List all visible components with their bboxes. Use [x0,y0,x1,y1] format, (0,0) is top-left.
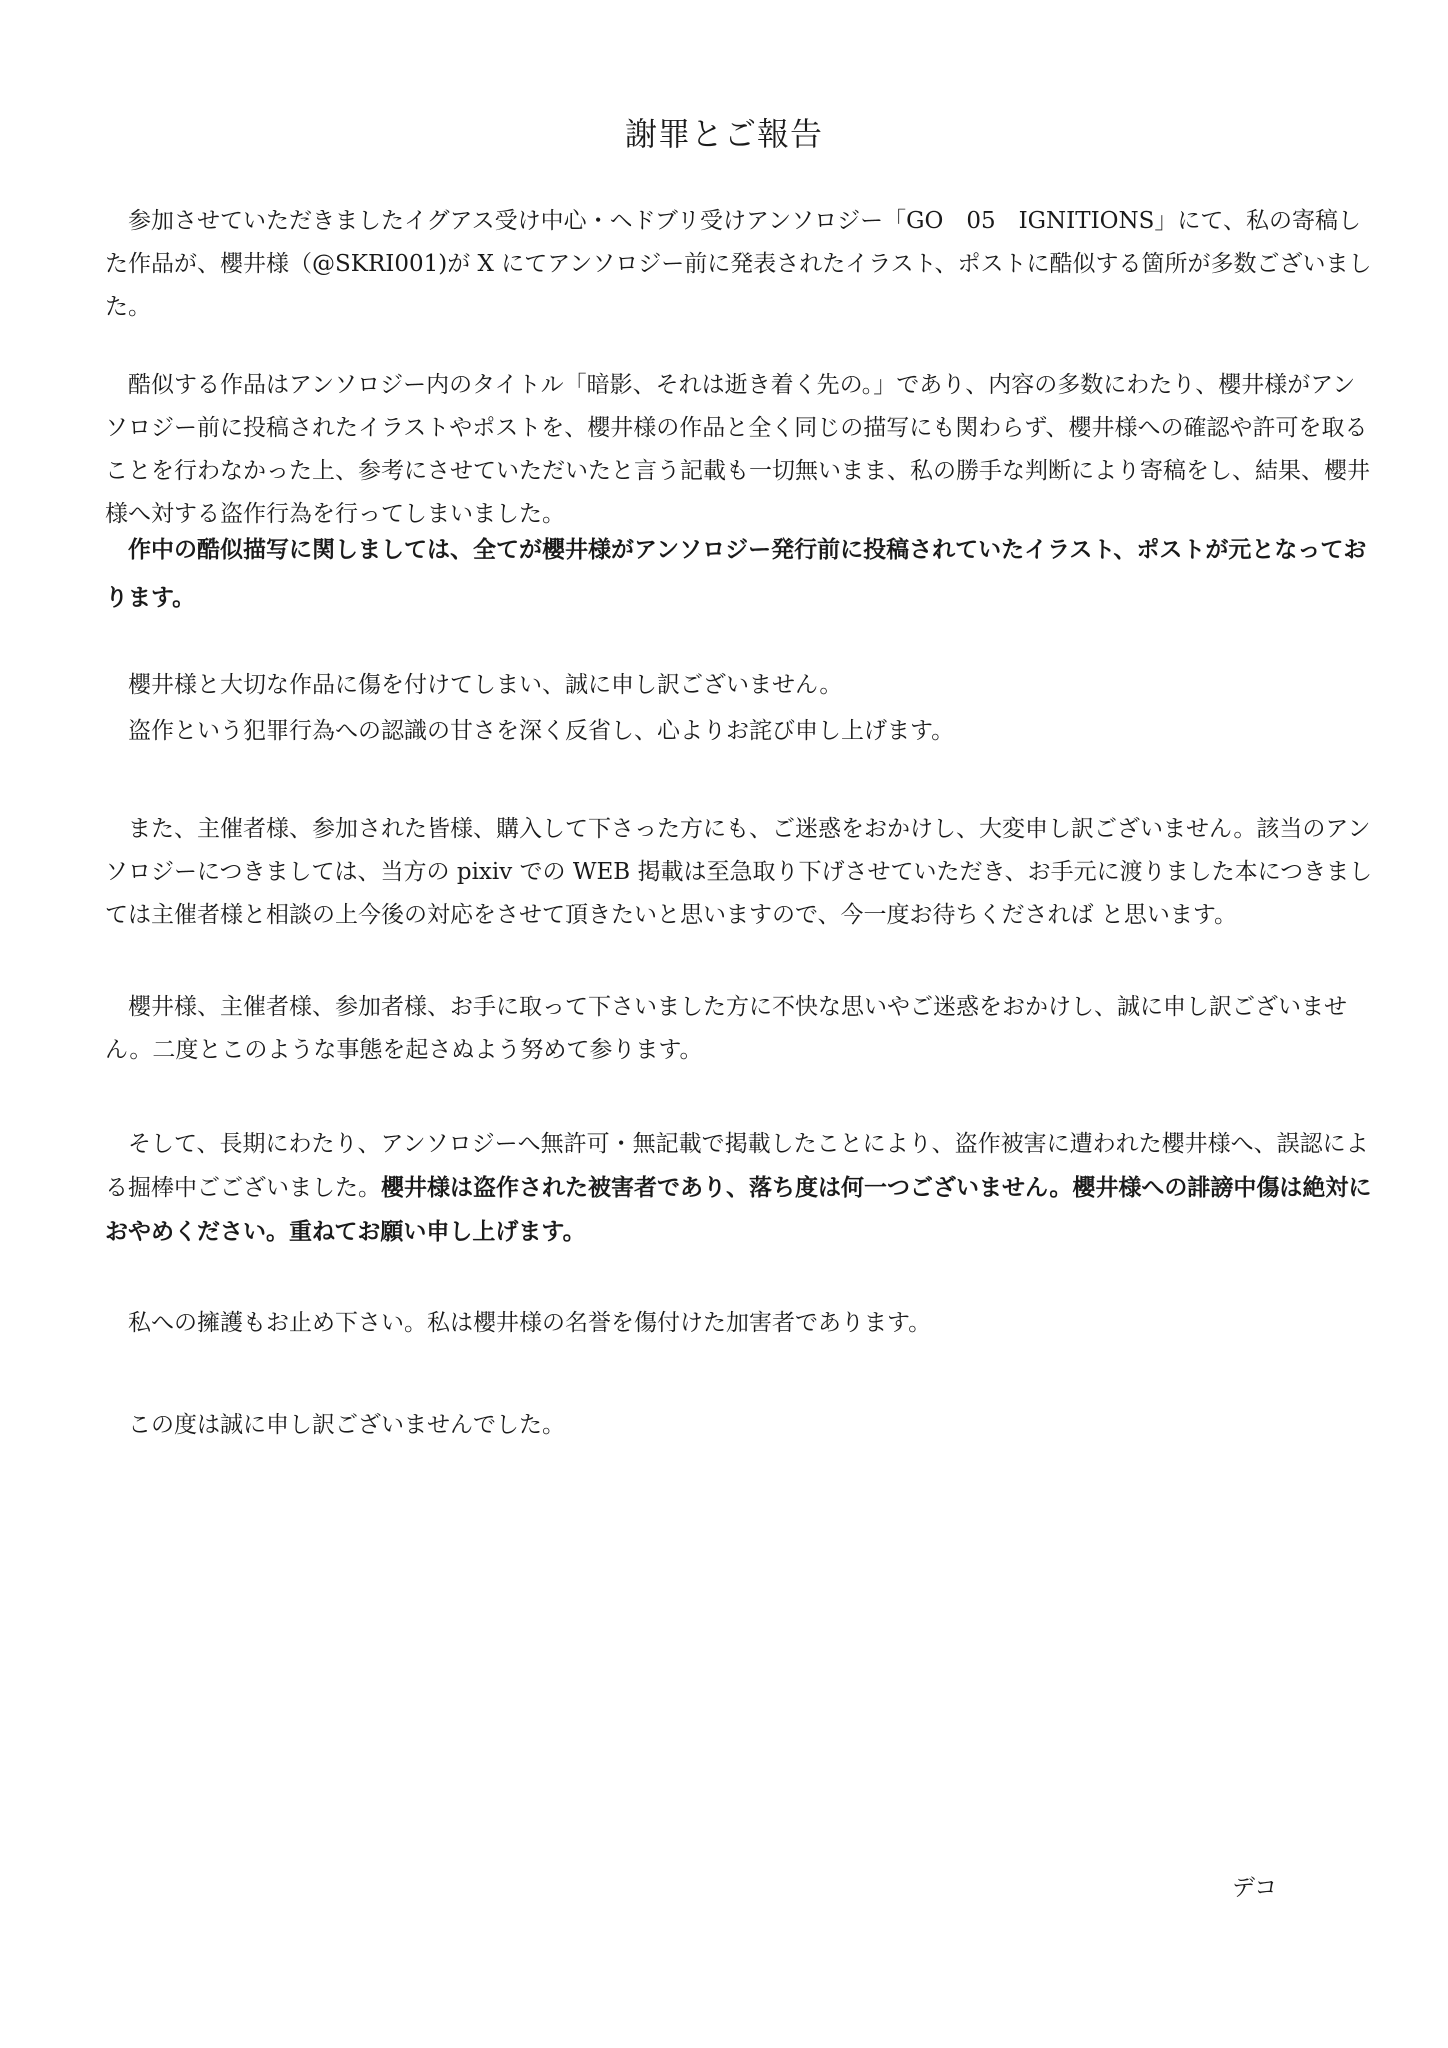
paragraph-organizer-apology: また、主催者様、参加された皆様、購入して下さった方にも、ご迷惑をおかけし、大変申し訳ございません。該当のアンソロジーにつきましては、当方の pixiv での WEB 掲載は至急取り下げさせていただき、お手元に渡りました本につきましては主催者様と相談の上今後の対応をさせて頂きたいと思いますので、今一度お待ちくだされば と思います。 [105,816,1373,928]
victim-statement-emphasis: 櫻井様は盗作された被害者であり、落ち度は何一つございません。櫻井様への誹謗中傷は絶対におやめください。重ねてお願い申し上げます。 [105,1175,1372,1245]
paragraph-no-defense: 私への擁護もお止め下さい。私は櫻井様の名誉を傷付けた加害者であります。 [128,1310,932,1336]
paragraph-participation: 参加させていただきましたイグアス受け中心・ヘドブリ受けアンソロジー「GO 05 IGNITIONS」にて、私の寄稿した作品が、櫻井様（@SKRI001)が X にてアンソロジー前に発表されたイラスト、ポストに酷似する箇所が多数ございました。 [105,208,1372,320]
paragraph-similar-work: 酷似する作品はアンソロジー内のタイトル「暗影、それは逝き着く先の。」であり、内容の多数にわたり、櫻井様がアンソロジー前に投稿されたイラストやポストを、櫻井様の作品と全く同じの描写にも関わらず、櫻井様への確認や許可を取ることを行わなかった上、参考にさせていただいたと言う記載も一切無いまま、私の勝手な判断により寄稿をし、結果、櫻井様へ対する盗作行為を行ってしまいました。 [105,372,1370,527]
victim-statement-text: そして、長期にわたり、アンソロジーへ無許可・無記載で掲載したことにより、盗作被害に遭われた櫻井様へ、誤認による掘棒中ごございました。 [105,1131,1369,1201]
paragraph-reflection: 盗作という犯罪行為への認識の甘さを深く反省し、心よりお詫び申し上げます。 [128,718,955,744]
paragraph-source-statement: 作中の酷似描写に関しましては、全てが櫻井様がアンソロジー発行前に投稿されていたイラスト、ポストが元となっております。 [105,537,1367,611]
paragraph-closing: この度は誠に申し訳ございませんでした。 [128,1412,565,1438]
signature: デコ [1232,1875,1278,1901]
document-title: 謝罪とご報告 [624,115,823,153]
paragraph-victim-statement [105,1122,1375,1254]
paragraph-apology-artist: 櫻井様と大切な作品に傷を付けてしまい、誠に申し訳ございません。 [128,672,843,698]
paragraph-all-apology: 櫻井様、主催者様、参加者様、お手に取って下さいました方に不快な思いやご迷惑をおかけし、誠に申し訳ございません。二度とこのような事態を起さぬよう努めて参ります。 [105,994,1347,1063]
